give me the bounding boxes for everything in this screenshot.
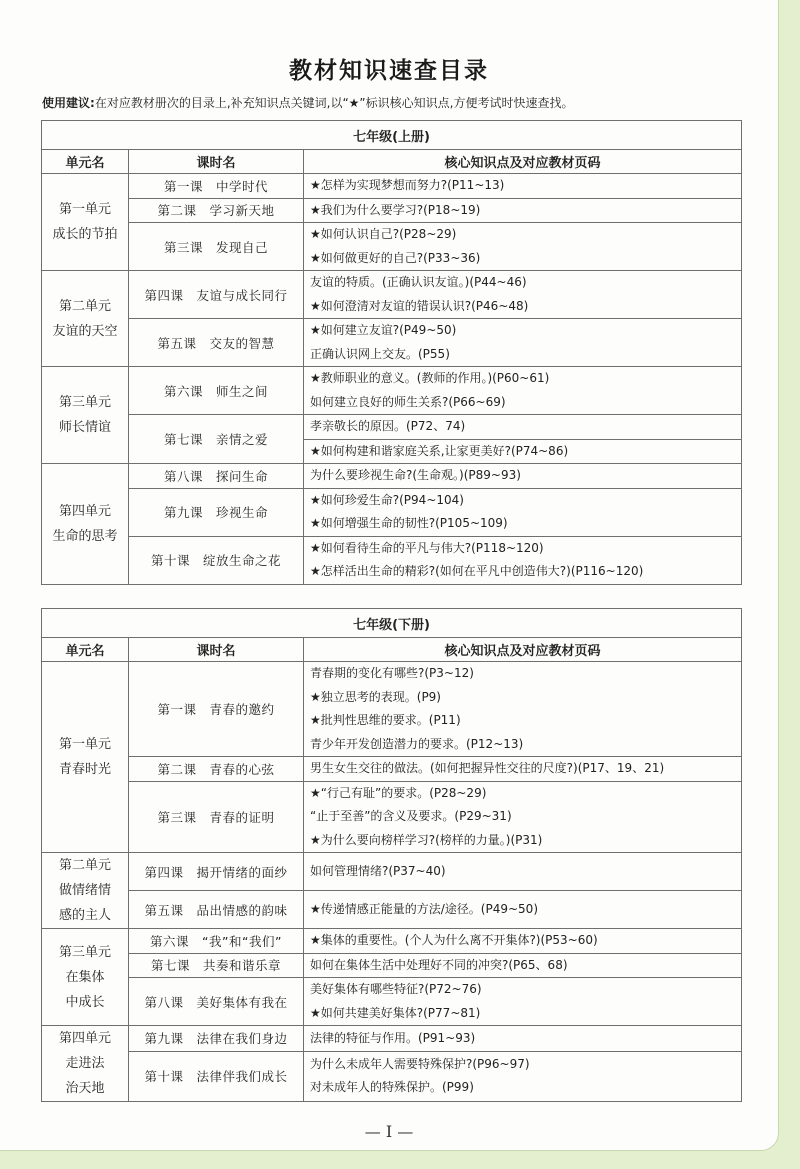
table-row bbox=[42, 757, 742, 782]
knowledge-point: ★独立思考的表现。(P9) bbox=[310, 689, 441, 704]
lesson-name: 第一课 青春的邀约 bbox=[129, 662, 304, 757]
table-row bbox=[42, 536, 742, 584]
table-row bbox=[42, 174, 742, 199]
knowledge-points bbox=[304, 781, 742, 853]
lesson-name: 第五课 交友的智慧 bbox=[129, 319, 304, 367]
knowledge-point: ★“行己有耻”的要求。(P28~29) bbox=[310, 785, 487, 800]
header-lesson: 课时名 bbox=[129, 150, 304, 174]
header-points: 核心知识点及对应教材页码 bbox=[304, 638, 742, 662]
lesson-name: 第五课 品出情感的韵味 bbox=[129, 891, 304, 929]
unit-name-line: 第三单元 bbox=[58, 944, 111, 960]
knowledge-points bbox=[304, 891, 742, 929]
unit-name-line: 做情绪情 bbox=[58, 883, 111, 898]
knowledge-point: 正确认识网上交友。(P55) bbox=[310, 346, 450, 361]
table-row bbox=[42, 853, 742, 891]
knowledge-points bbox=[304, 953, 742, 978]
knowledge-point: ★教师职业的意义。(教师的作用。)(P60~61) bbox=[310, 371, 550, 385]
table-row bbox=[42, 223, 742, 271]
knowledge-points bbox=[304, 488, 742, 536]
header-points: 核心知识点及对应教材页码 bbox=[304, 150, 742, 174]
grade-table-1 bbox=[41, 120, 741, 585]
unit-name-line: 第一单元 bbox=[58, 737, 111, 752]
unit-name-line: 生命的思考 bbox=[52, 528, 118, 544]
knowledge-point: ★如何增强生命的韧性?(P105~109) bbox=[310, 516, 508, 530]
lesson-name: 第二课 青春的心弦 bbox=[129, 757, 304, 782]
lesson-name: 第三课 青春的证明 bbox=[129, 781, 304, 853]
unit-name-line: 走进法 bbox=[65, 1056, 105, 1071]
usage-advice bbox=[42, 94, 742, 111]
knowledge-point: 对未成年人的特殊保护。(P99) bbox=[310, 1080, 474, 1095]
unit-name bbox=[42, 367, 129, 464]
table-row bbox=[42, 415, 742, 464]
table-row bbox=[42, 488, 742, 536]
knowledge-point: 友谊的特质。(正确认识友谊。)(P44~46) bbox=[310, 275, 527, 289]
knowledge-point: ★如何澄清对友谊的错误认识?(P46~48) bbox=[310, 298, 529, 313]
lesson-name: 第四课 揭开情绪的面纱 bbox=[129, 853, 304, 891]
knowledge-table bbox=[41, 120, 742, 585]
knowledge-points bbox=[304, 1051, 742, 1101]
knowledge-point: 为什么未成年人需要特殊保护?(P96~97) bbox=[310, 1056, 530, 1071]
knowledge-point: ★如何认识自己?(P28~29) bbox=[310, 227, 457, 241]
lesson-name: 第三课 发现自己 bbox=[129, 223, 304, 271]
unit-name-line: 中成长 bbox=[65, 994, 105, 1010]
knowledge-point: ★集体的重要性。(个人为什么离不开集体?)(P53~60) bbox=[310, 933, 598, 947]
knowledge-points bbox=[304, 536, 742, 584]
knowledge-point: 男生女生交往的做法。(如何把握异性交往的尺度?)(P17、19、21) bbox=[310, 761, 665, 775]
table-row bbox=[42, 464, 742, 489]
knowledge-points bbox=[304, 978, 742, 1026]
knowledge-points bbox=[304, 464, 742, 489]
unit-name-line: 青春时光 bbox=[58, 762, 111, 777]
grade-title: 七年级(上册) bbox=[42, 121, 742, 150]
table-row bbox=[42, 978, 742, 1026]
table-row bbox=[42, 367, 742, 415]
unit-name-line: 治天地 bbox=[65, 1081, 105, 1096]
table-row bbox=[42, 662, 742, 757]
knowledge-point: 青少年开发创造潜力的要求。(P12~13) bbox=[310, 736, 524, 751]
unit-name-line: 友谊的天空 bbox=[52, 323, 118, 339]
page-number: — I — bbox=[364, 1122, 414, 1141]
knowledge-points bbox=[304, 198, 742, 223]
knowledge-point: ★批判性思维的要求。(P11) bbox=[310, 713, 461, 727]
lesson-name: 第四课 友谊与成长同行 bbox=[129, 271, 304, 319]
table-row bbox=[42, 1026, 742, 1052]
lesson-name: 第二课 学习新天地 bbox=[129, 198, 304, 223]
lesson-name: 第八课 美好集体有我在 bbox=[129, 978, 304, 1026]
knowledge-points bbox=[304, 174, 742, 199]
advice-text: 在对应教材册次的目录上,补充知识点关键词,以“★”标识核心知识点,方便考试时快速查找。 bbox=[94, 96, 574, 110]
knowledge-point: ★如何共建美好集体?(P77~81) bbox=[310, 1005, 481, 1020]
lesson-name: 第十课 法律伴我们成长 bbox=[129, 1051, 304, 1101]
knowledge-points bbox=[304, 223, 742, 271]
unit-name-line: 在集体 bbox=[65, 969, 105, 985]
lesson-name: 第七课 共奏和谐乐章 bbox=[129, 953, 304, 978]
unit-name-line: 第二单元 bbox=[58, 858, 111, 873]
table-row bbox=[42, 781, 742, 853]
knowledge-point: 美好集体有哪些特征?(P72~76) bbox=[310, 982, 482, 996]
knowledge-points bbox=[304, 853, 742, 891]
knowledge-point: ★如何看待生命的平凡与伟大?(P118~120) bbox=[310, 540, 544, 555]
knowledge-point: 孝亲敬长的原因。(P72、74) bbox=[310, 419, 466, 433]
unit-name bbox=[42, 662, 129, 853]
knowledge-point: ★传递情感正能量的方法/途径。(P49~50) bbox=[310, 901, 538, 916]
unit-name bbox=[42, 853, 129, 929]
knowledge-point: ★我们为什么要学习?(P18~19) bbox=[310, 202, 481, 217]
unit-name bbox=[42, 929, 129, 1026]
unit-name-line: 师长情谊 bbox=[58, 420, 111, 435]
knowledge-points bbox=[304, 662, 742, 757]
lesson-name: 第十课 绽放生命之花 bbox=[129, 536, 304, 584]
page-title: 教材知识速查目录 bbox=[289, 57, 489, 84]
knowledge-point: ★怎样为实现梦想而努力?(P11~13) bbox=[310, 178, 505, 192]
grade-title: 七年级(下册) bbox=[42, 609, 742, 638]
knowledge-point: 为什么要珍视生命?(生命观。)(P89~93) bbox=[310, 468, 521, 482]
unit-name-line: 第四单元 bbox=[58, 1031, 111, 1046]
knowledge-point: 如何建立良好的师生关系?(P66~69) bbox=[310, 394, 506, 409]
knowledge-points bbox=[304, 271, 742, 319]
unit-name-line: 成长的节拍 bbox=[52, 227, 118, 242]
table-row bbox=[42, 953, 742, 978]
table-row bbox=[42, 929, 742, 954]
lesson-name: 第九课 珍视生命 bbox=[129, 488, 304, 536]
knowledge-point: ★如何建立友谊?(P49~50) bbox=[310, 323, 457, 337]
unit-name bbox=[42, 174, 129, 271]
table-row bbox=[42, 1051, 742, 1101]
knowledge-point: ★怎样活出生命的精彩?(如何在平凡中创造伟大?)(P116~120) bbox=[310, 564, 644, 578]
unit-name-line: 第二单元 bbox=[58, 298, 111, 314]
knowledge-point: 青春期的变化有哪些?(P3~12) bbox=[310, 666, 474, 680]
advice-label: 使用建议: bbox=[42, 96, 95, 110]
unit-name bbox=[42, 1026, 129, 1102]
knowledge-point: ★为什么要向榜样学习?(榜样的力量。)(P31) bbox=[310, 832, 543, 847]
knowledge-point: 如何在集体生活中处理好不同的冲突?(P65、68) bbox=[310, 957, 568, 972]
lesson-name: 第六课 “我”和“我们” bbox=[129, 929, 304, 954]
grade-table-2 bbox=[41, 608, 741, 1102]
knowledge-point: “止于至善”的含义及要求。(P29~31) bbox=[310, 809, 512, 823]
knowledge-point: ★如何珍爱生命?(P94~104) bbox=[310, 492, 464, 507]
lesson-name: 第六课 师生之间 bbox=[129, 367, 304, 415]
lesson-name: 第九课 法律在我们身边 bbox=[129, 1026, 304, 1052]
knowledge-point: 法律的特征与作用。(P91~93) bbox=[310, 1030, 476, 1045]
lesson-name: 第七课 亲情之爱 bbox=[129, 415, 304, 464]
header-unit: 单元名 bbox=[42, 150, 129, 174]
knowledge-points bbox=[304, 929, 742, 954]
table-row bbox=[42, 319, 742, 367]
table-row bbox=[42, 271, 742, 319]
lesson-name: 第八课 探问生命 bbox=[129, 464, 304, 489]
knowledge-point: 如何管理情绪?(P37~40) bbox=[310, 863, 446, 878]
header-unit: 单元名 bbox=[42, 638, 129, 662]
unit-name-line: 第四单元 bbox=[58, 503, 111, 519]
unit-name-line: 第三单元 bbox=[58, 395, 111, 410]
header-lesson: 课时名 bbox=[129, 638, 304, 662]
knowledge-points bbox=[304, 757, 742, 782]
knowledge-point: ★如何做更好的自己?(P33~36) bbox=[310, 250, 481, 265]
knowledge-points bbox=[304, 319, 742, 367]
knowledge-points bbox=[304, 367, 742, 415]
unit-name bbox=[42, 271, 129, 367]
unit-name bbox=[42, 464, 129, 585]
lesson-name: 第一课 中学时代 bbox=[129, 174, 304, 199]
knowledge-points bbox=[304, 415, 742, 464]
knowledge-points bbox=[304, 1026, 742, 1052]
unit-name-line: 第一单元 bbox=[58, 202, 111, 217]
table-row bbox=[42, 198, 742, 223]
knowledge-table bbox=[41, 608, 742, 1102]
unit-name-line: 感的主人 bbox=[58, 908, 111, 923]
knowledge-point: ★如何构建和谐家庭关系,让家更美好?(P74~86) bbox=[304, 439, 741, 464]
table-row bbox=[42, 891, 742, 929]
